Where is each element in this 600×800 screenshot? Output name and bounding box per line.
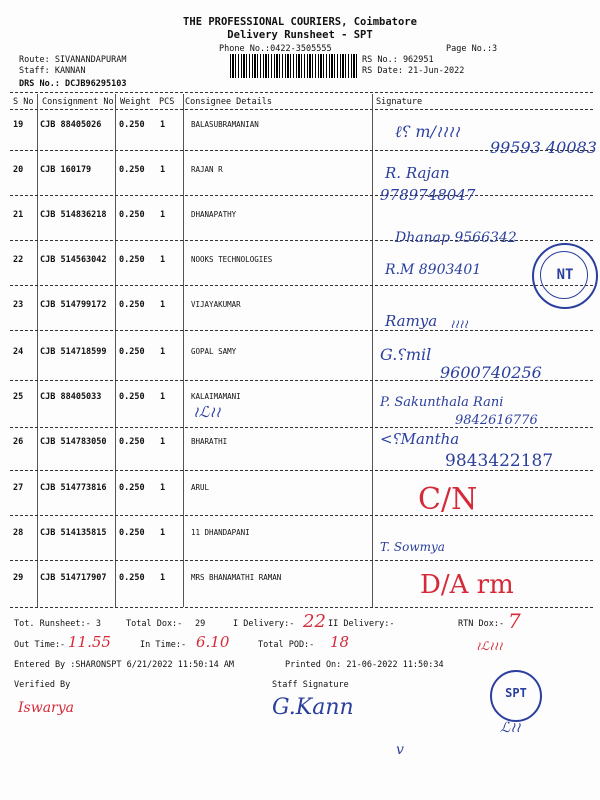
col-separator	[115, 94, 116, 607]
i-delivery-label: I Delivery:-	[233, 619, 295, 629]
col-weight: Weight	[120, 97, 151, 107]
spt-stamp	[490, 670, 542, 722]
total-runsheet: Tot. Runsheet:- 3	[14, 619, 101, 629]
row-consignment: CJB 88405033	[40, 392, 102, 402]
row-consignee: ARUL	[191, 483, 210, 492]
signature-r20-phone: 9789748047	[380, 186, 476, 204]
row-consignment: CJB 160179	[40, 165, 92, 175]
row-weight: 0.250	[119, 573, 145, 583]
row-consignee: 11 DHANDAPANI	[191, 528, 250, 537]
rs-date: RS Date: 21-Jun-2022	[362, 66, 465, 76]
rs-number: RS No.: 962951	[362, 55, 434, 65]
row-pcs: 1	[160, 120, 166, 130]
row-weight: 0.250	[119, 120, 145, 130]
row-weight: 0.250	[119, 255, 145, 265]
row-consignee: GOPAL SAMY	[191, 347, 237, 356]
row-pcs: 1	[160, 347, 166, 357]
col-sno: S No	[13, 97, 34, 107]
row-sno: 25	[13, 392, 24, 402]
signature-r19-scribble: ℓ⸮ m/≀≀≀≀	[395, 122, 460, 141]
company-title: THE PROFESSIONAL COURIERS, Coimbatore	[183, 16, 417, 28]
total-dox-label: Total Dox:-	[126, 619, 183, 629]
table-header-rule	[10, 109, 593, 110]
drs-number: DRS No.: DCJB96295103	[19, 79, 127, 89]
row-consignee: NOOKS TECHNOLOGIES	[191, 255, 273, 264]
row-consignee: BALASUBRAMANIAN	[191, 120, 259, 129]
row-pcs: 1	[160, 392, 166, 402]
row-pcs: 1	[160, 300, 166, 310]
row-rule	[10, 560, 593, 561]
row-consignee: MRS BHANAMATHI RAMAN	[191, 573, 282, 582]
row-consignment: CJB 514836218	[40, 210, 107, 220]
row-weight: 0.250	[119, 347, 145, 357]
signature-r20-name: R. Rajan	[385, 164, 450, 182]
row-sno: 22	[13, 255, 24, 265]
signature-r26-phone: 9843422187	[445, 451, 554, 471]
row-consignee: BHARATHI	[191, 437, 228, 446]
row-weight: 0.250	[119, 483, 145, 493]
ii-delivery-label: II Delivery:-	[328, 619, 395, 629]
signature-r22: R.M 8903401	[385, 262, 482, 278]
row-consignee: DHANAPATHY	[191, 210, 237, 219]
row-rule	[10, 515, 593, 516]
page-number: Page No.:3	[446, 44, 498, 54]
document-title: Delivery Runsheet - SPT	[227, 29, 373, 41]
row-pcs: 1	[160, 483, 166, 493]
row-consignee: VIJAYAKUMAR	[191, 300, 241, 309]
route: Route: SIVANANDAPURAM	[19, 55, 127, 65]
out-time-value: 11.55	[68, 633, 111, 651]
row-consignment: CJB 514135815	[40, 528, 107, 538]
signature-r23-scribble: ≀≀≀≀	[450, 317, 468, 331]
total-pod-label: Total POD:-	[258, 640, 315, 650]
col-consignee: Consignee Details	[185, 97, 272, 107]
staff-signature: G.Kann	[272, 695, 354, 720]
row-weight: 0.250	[119, 165, 145, 175]
verified-by-label: Verified By	[14, 680, 71, 690]
row-pcs: 1	[160, 210, 166, 220]
total-dox-value: 29	[195, 619, 206, 629]
row-consignment: CJB 514783050	[40, 437, 107, 447]
company-stamp	[532, 243, 598, 309]
row-rule	[10, 330, 593, 331]
rtn-dox-value: 7	[508, 609, 521, 633]
row-pcs: 1	[160, 528, 166, 538]
signature-r24-scribble: G.⸮mil	[380, 345, 432, 364]
row-rule	[10, 285, 593, 286]
row-sno: 20	[13, 165, 24, 175]
col-separator	[37, 94, 38, 607]
signature-r25-name: P. Sakunthala Rani	[380, 395, 504, 410]
signature-r24-phone: 9600740256	[440, 363, 542, 382]
row-pcs: 1	[160, 437, 166, 447]
row-weight: 0.250	[119, 528, 145, 538]
row-sno: 23	[13, 300, 24, 310]
table-top-rule	[10, 92, 593, 93]
row-consignment: CJB 514799172	[40, 300, 107, 310]
row-weight: 0.250	[119, 300, 145, 310]
row-weight: 0.250	[119, 437, 145, 447]
spt-scribble: ℒ≀≀	[500, 720, 521, 736]
signature-r23: Ramya	[385, 312, 438, 330]
printed-on: Printed On: 21-06-2022 11:50:34	[285, 660, 444, 670]
row-consignment: CJB 514773816	[40, 483, 107, 493]
row-rule	[10, 195, 593, 196]
row-weight: 0.250	[119, 392, 145, 402]
out-time-label: Out Time:-	[14, 640, 66, 650]
row-consignment: CJB 88405026	[40, 120, 102, 130]
row-consignee: RAJAN R	[191, 165, 223, 174]
signature-r28: T. Sowmya	[380, 540, 445, 554]
bottom-mark: v	[396, 742, 404, 758]
entered-by: Entered By :SHARONSPT 6/21/2022 11:50:14 AM	[14, 660, 235, 670]
row-sno: 26	[13, 437, 24, 447]
signature-r25-tamil: ≀ℒ≀≀	[193, 403, 221, 421]
row-sno: 27	[13, 483, 24, 493]
col-consignment: Consignment No	[42, 97, 114, 107]
total-pod-value: 18	[330, 633, 350, 651]
signature-r27: C/N	[418, 482, 478, 517]
col-signature: Signature	[376, 97, 423, 107]
col-pcs: PCS	[159, 97, 175, 107]
col-separator	[372, 94, 373, 607]
i-delivery-value: 22	[303, 611, 326, 632]
row-sno: 19	[13, 120, 24, 130]
row-pcs: 1	[160, 165, 166, 175]
row-pcs: 1	[160, 255, 166, 265]
signature-r25-phone: 9842616776	[455, 413, 538, 428]
footer-tamil-scribble: ≀ℒ≀≀≀	[476, 639, 503, 653]
row-consignee: KALAIMAMANI	[191, 392, 241, 401]
spt-stamp-text: SPT	[505, 686, 527, 700]
col-separator	[183, 94, 184, 607]
row-consignment: CJB 514563042	[40, 255, 107, 265]
rtn-dox-label: RTN Dox:-	[458, 619, 505, 629]
row-weight: 0.250	[119, 210, 145, 220]
in-time-value: 6.10	[196, 633, 230, 651]
phone-number: Phone No.:0422-3505555	[219, 44, 332, 54]
stamp-logo-icon: NT	[556, 267, 574, 283]
row-pcs: 1	[160, 573, 166, 583]
staff: Staff: KANNAN	[19, 66, 86, 76]
row-sno: 21	[13, 210, 24, 220]
verifier-signature: Iswarya	[18, 700, 74, 716]
signature-r26-scribble: <⸮Mantha	[380, 430, 460, 448]
table-bottom-rule	[10, 607, 593, 608]
barcode	[230, 54, 358, 78]
staff-signature-label: Staff Signature	[272, 680, 349, 690]
signature-r29: D/A rm	[420, 570, 514, 600]
in-time-label: In Time:-	[140, 640, 187, 650]
row-sno: 29	[13, 573, 24, 583]
signature-r21: Dhanap 9566342	[395, 230, 517, 246]
signature-r19-phone: 99593 40083	[490, 138, 597, 157]
row-sno: 24	[13, 347, 24, 357]
row-consignment: CJB 514718599	[40, 347, 107, 357]
row-sno: 28	[13, 528, 24, 538]
row-consignment: CJB 514717907	[40, 573, 107, 583]
